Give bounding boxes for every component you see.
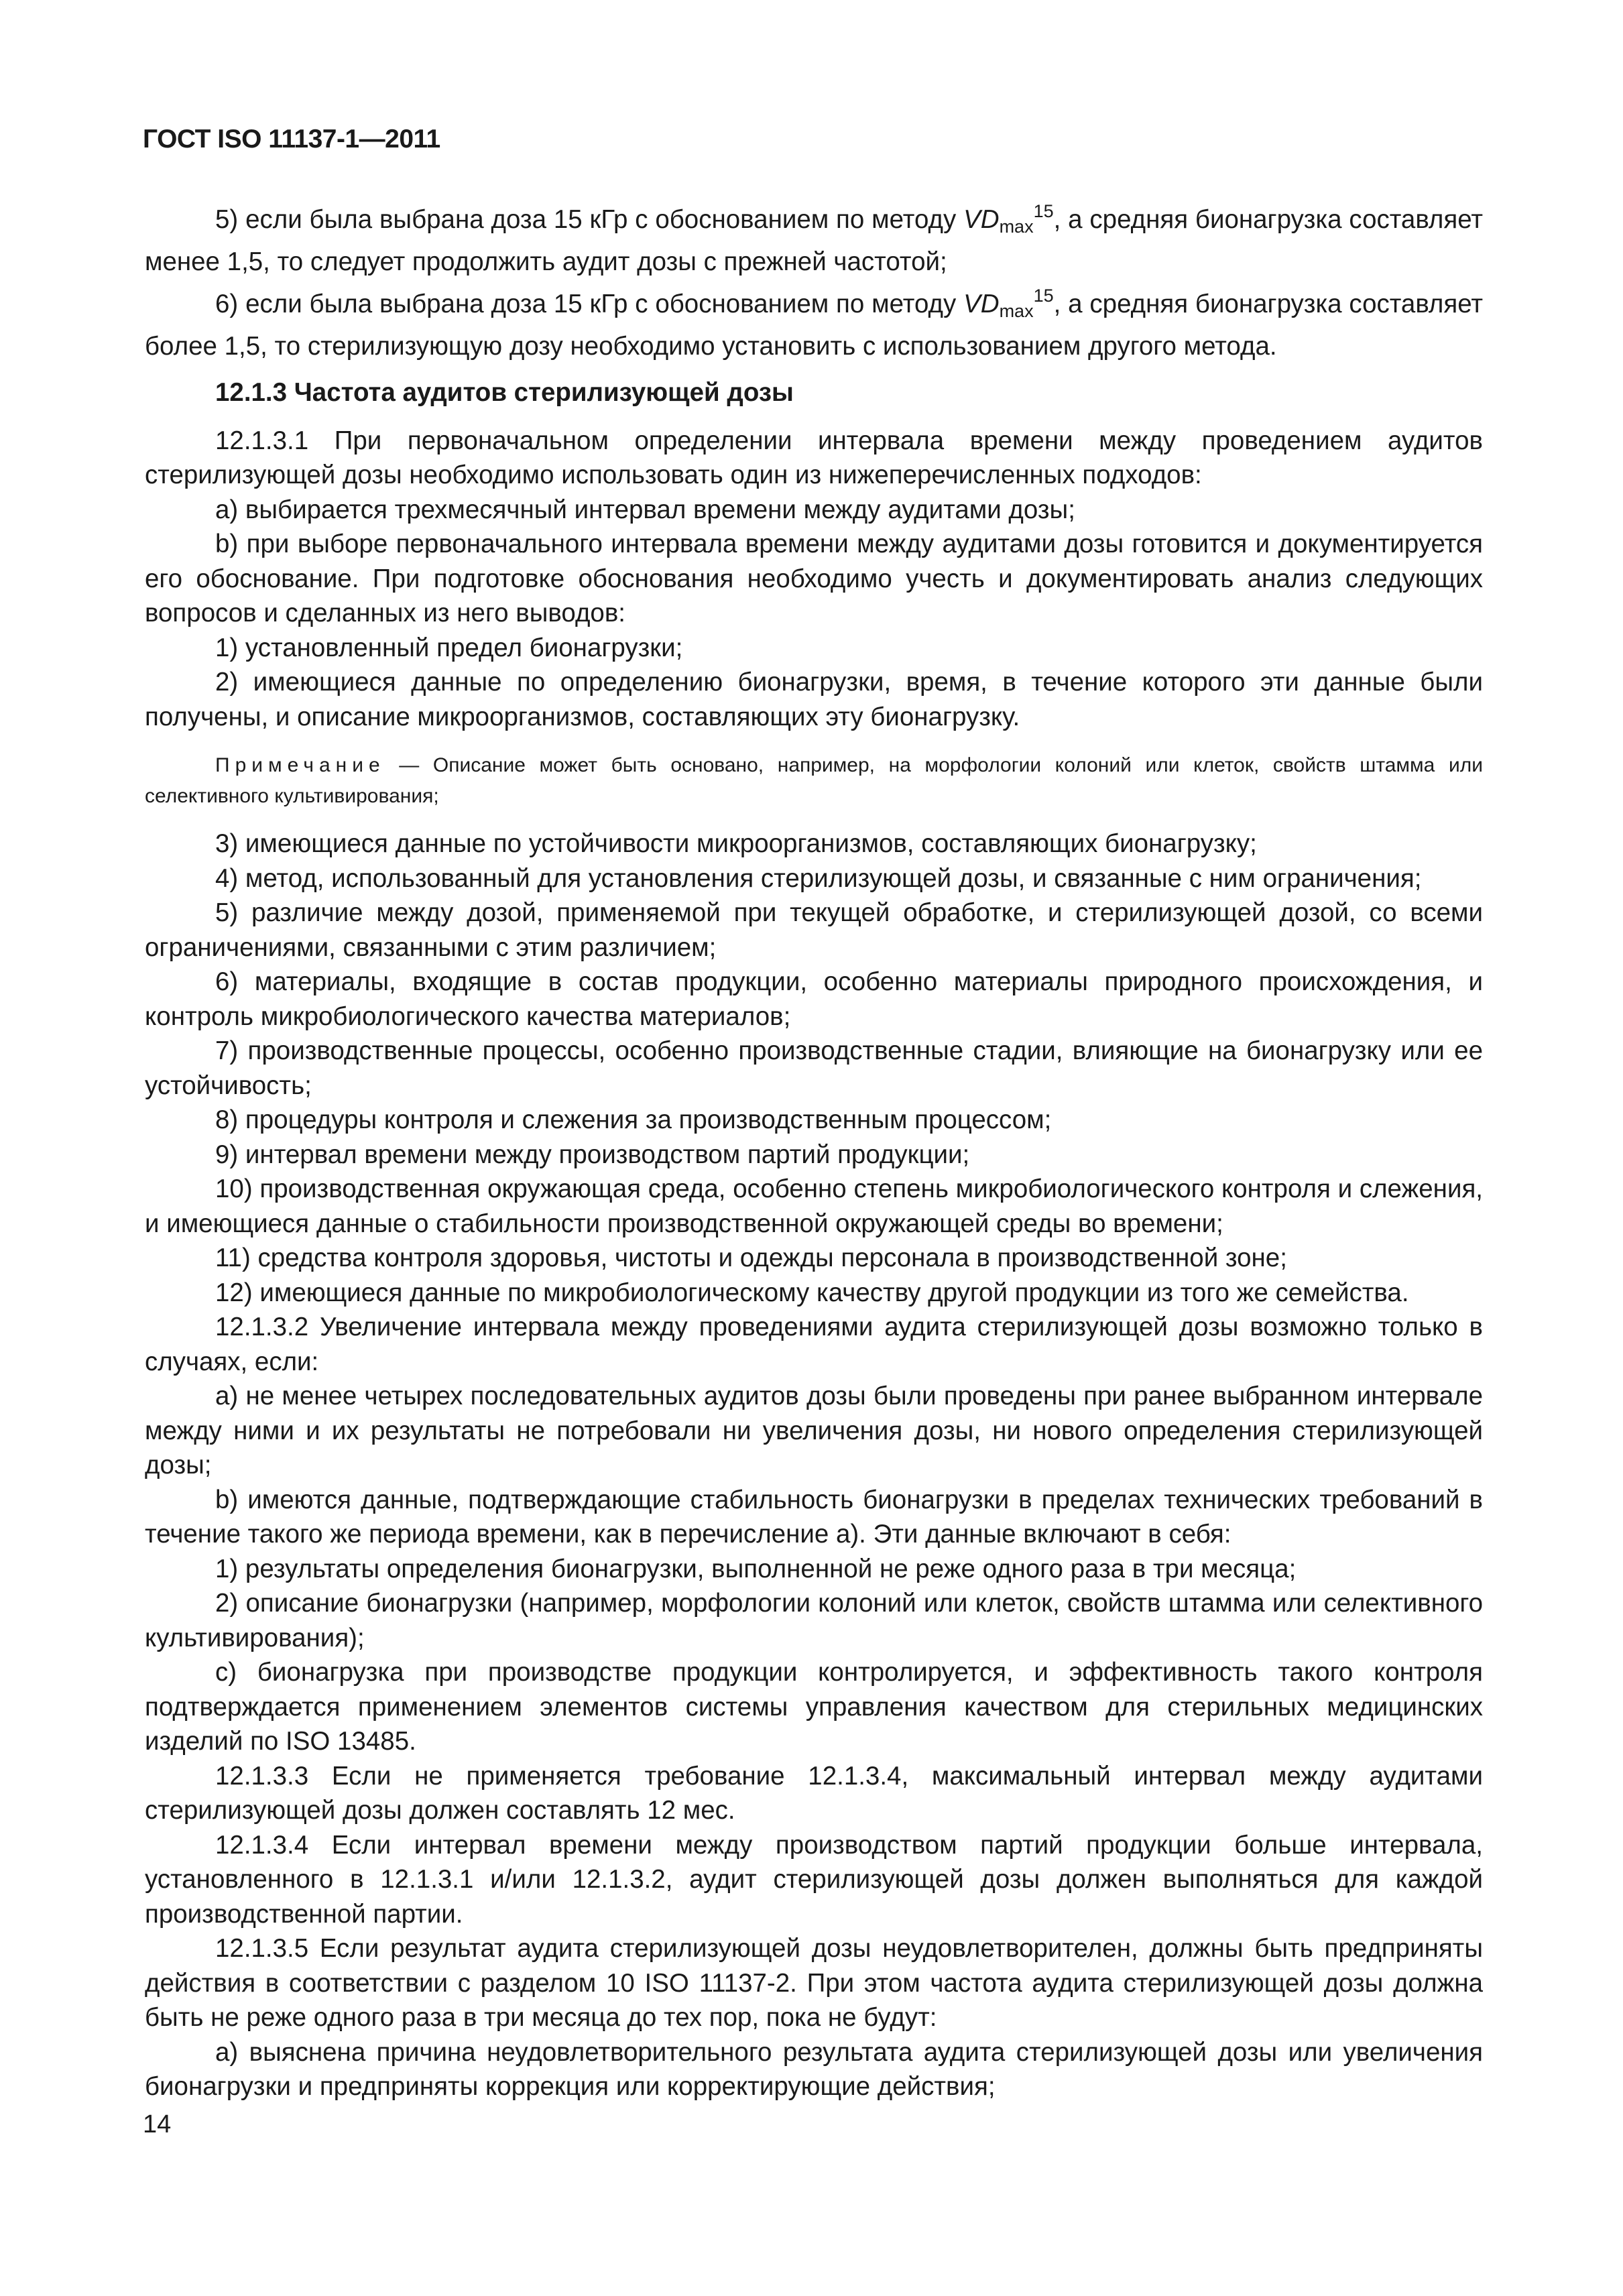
vd-symbol: VD: [963, 205, 1000, 234]
note-label: Примечание: [215, 754, 385, 776]
paragraph: 1) результаты определения бионагрузки, выполненной не реже одного раза в три месяца;: [215, 1554, 1297, 1583]
item-5-text-end: , а средняя бионагрузка составляет менее 1,5, то следует продолжить аудит дозы с прежней частотой;: [145, 205, 1483, 276]
paragraph: 2) описание бионагрузки (например, морфологии колоний или клеток, свойств штамма или селективного культивирования);: [145, 1589, 1483, 1652]
vd-subscript: max: [999, 301, 1034, 321]
section-heading: 12.1.3 Частота аудитов стерилизующей дозы: [215, 378, 794, 407]
paragraph: 11) средства контроля здоровья, чистоты и одежды персонала в производственной зоне;: [215, 1244, 1287, 1272]
vd-superscript: 15: [1033, 201, 1054, 221]
paragraph: a) выяснена причина неудовлетворительного результата аудита стерилизующей дозы или увеличения бионагрузки и предприняты коррекция или корректирующие действия;: [145, 2037, 1483, 2101]
paragraph: 12) имеющиеся данные по микробиологическому качеству другой продукции из того же семейства.: [215, 1278, 1409, 1307]
paragraph: 2) имеющиеся данные по определению бионагрузки, время, в течение которого эти данные были получены, и описание микроорганизмов, составляющих эту бионагрузку.: [145, 668, 1483, 731]
vd-subscript: max: [999, 217, 1034, 237]
paragraph: 12.1.3.1 При первоначальном определении интервала времени между проведением аудитов стерилизующей дозы необходимо использовать один из нижеперечисленных подходов:: [145, 426, 1483, 489]
paragraph: 10) производственная окружающая среда, особенно степень микробиологического контроля и слежения, и имеющиеся данные о стабильности производственной окружающей среды во времени;: [145, 1174, 1483, 1238]
paragraph: 3) имеющиеся данные по устойчивости микроорганизмов, составляющих бионагрузку;: [215, 829, 1257, 858]
vd-symbol: VD: [963, 290, 1000, 318]
paragraph: 12.1.3.2 Увеличение интервала между проведениями аудита стерилизующей дозы возможно только в случаях, если:: [145, 1313, 1483, 1376]
note: [145, 750, 1483, 812]
paragraph: 1) установленный предел бионагрузки;: [215, 633, 683, 662]
paragraph: a) выбирается трехмесячный интервал времени между аудитами дозы;: [215, 495, 1075, 524]
paragraph-item-5: [145, 194, 1483, 279]
paragraph: b) при выборе первоначального интервала времени между аудитами дозы готовится и документируется его обоснование. При подготовке обоснования необходимо учесть и документировать анализ следующих вопросов и сделанных из него выводов:: [145, 530, 1483, 627]
note-text: — Описание может быть основано, например, на морфологии колоний или клеток, свойств штамма или селективного культивирования;: [145, 754, 1483, 807]
item-6-text-end: , а средняя бионагрузка составляет более 1,5, то стерилизующую дозу необходимо установить с использованием другого метода.: [145, 290, 1483, 361]
document-body: [145, 194, 1483, 2104]
paragraph: 12.1.3.5 Если результат аудита стерилизующей дозы неудовлетворителен, должны быть предприняты действия в соответствии с разделом 10 ISO 11137-2. При этом частота аудита стерилизующей дозы должна быть не реже одного раза в три месяца до тех пор, пока не будут:: [145, 1934, 1483, 2032]
item-6-text-start: 6) если была выбрана доза 15 кГр с обоснованием по методу: [215, 290, 964, 318]
document-header: ГОСТ ISO 11137-1—2011: [143, 125, 440, 154]
paragraph: b) имеются данные, подтверждающие стабильность бионагрузки в пределах технических требований в течение такого же периода времени, как в перечисление a). Эти данные включают в себя:: [145, 1485, 1483, 1549]
paragraph: 12.1.3.3 Если не применяется требование 12.1.3.4, максимальный интервал между аудитами стерилизующей дозы должен составлять 12 мес.: [145, 1761, 1483, 1825]
paragraph-item-6: [145, 279, 1483, 363]
vd-superscript: 15: [1033, 286, 1054, 306]
paragraph: 6) материалы, входящие в состав продукции, особенно материалы природного происхождения, и контроль микробиологического качества материалов;: [145, 967, 1483, 1031]
item-5-text-start: 5) если была выбрана доза 15 кГр с обоснованием по методу: [215, 205, 964, 234]
paragraph: 8) процедуры контроля и слежения за производственным процессом;: [215, 1105, 1052, 1134]
paragraph: 7) производственные процессы, особенно производственные стадии, влияющие на бионагрузку или ее устойчивость;: [145, 1036, 1483, 1100]
paragraph: a) не менее четырех последовательных аудитов дозы были проведены при ранее выбранном интервале между ними и их результаты не потребовали ни увеличения дозы, ни нового определения стерилизующей дозы;: [145, 1382, 1483, 1479]
paragraph: 12.1.3.4 Если интервал времени между производством партий продукции больше интервала, установленного в 12.1.3.1 и/или 12.1.3.2, аудит стерилизующей дозы должен выполняться для каждой производственной партии.: [145, 1830, 1483, 1929]
paragraph: 4) метод, использованный для установления стерилизующей дозы, и связанные с ним ограничения;: [215, 863, 1422, 893]
page-number: 14: [143, 2110, 172, 2138]
paragraph: c) бионагрузка при производстве продукции контролируется, и эффективность такого контроля подтверждается применением элементов системы управления качеством для стерильных медицинских изделий по ISO 13485.: [145, 1658, 1483, 1756]
paragraph: 5) различие между дозой, применяемой при текущей обработке, и стерилизующей дозой, со всеми ограничениями, связанными с этим различием;: [145, 898, 1483, 962]
paragraph: 9) интервал времени между производством партий продукции;: [215, 1140, 970, 1169]
